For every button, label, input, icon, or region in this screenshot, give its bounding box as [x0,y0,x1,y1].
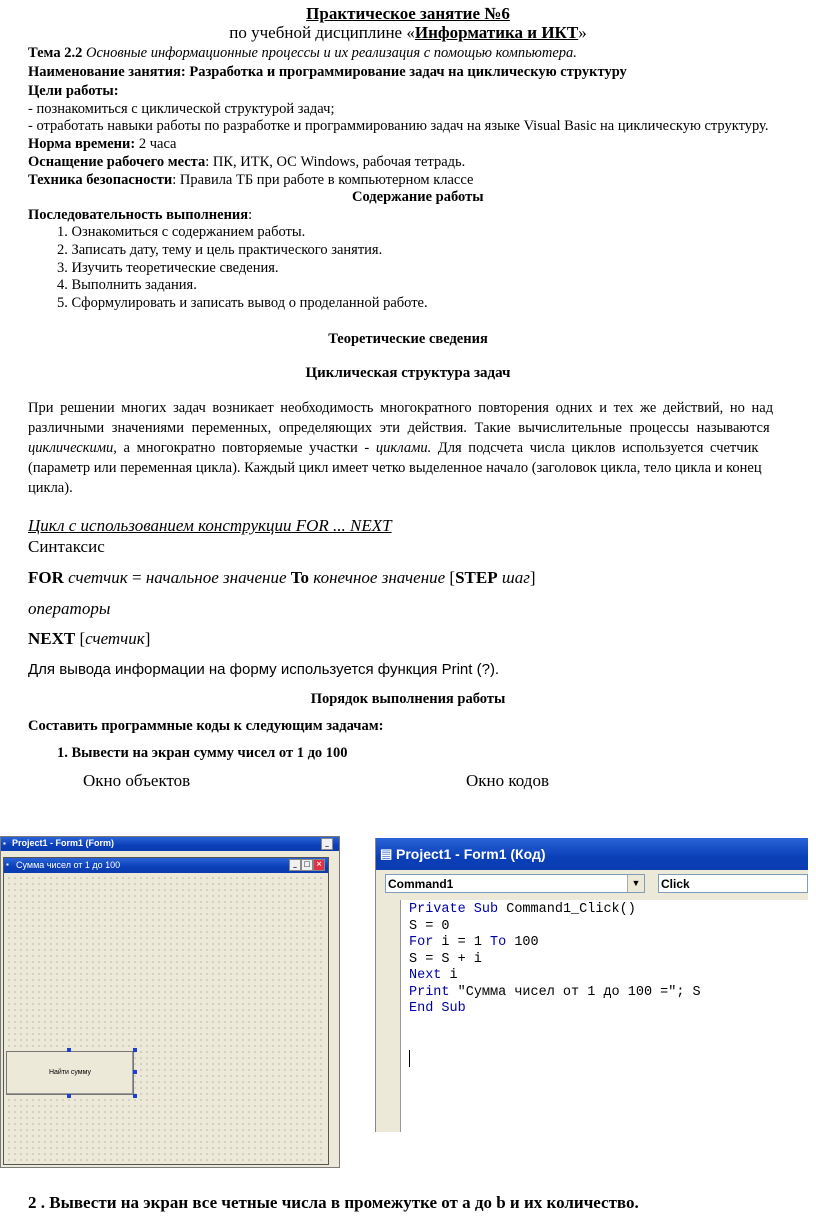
code-line: End Sub [409,1001,466,1016]
form-designer-titlebar[interactable] [1,837,339,851]
resize-handle[interactable] [133,1048,137,1052]
task-1: 1. Вывести на экран сумму чисел от 1 до 100 [57,745,348,761]
page-title: Практическое занятие №6 [306,4,510,23]
operators-line: операторы [28,599,111,618]
code-window-titlebar[interactable] [376,838,808,870]
code-window [375,838,808,1132]
procedure-select[interactable]: Click [658,874,808,893]
form-grid[interactable] [6,875,325,1161]
form-designer-window [0,836,340,1168]
for-next-heading: Цикл с использованием конструкции FOR ... NEXT [28,516,392,535]
code-line: For i = 1 To 100 [409,935,539,950]
form1-caption: Сумма чисел от 1 до 100 [16,860,121,870]
print-note: Для вывода информации на форму используется функция Print (?). [28,661,500,678]
discipline-line: по учебной дисциплине «Информатика и ИКТ» [229,23,587,42]
form-designer-title: Project1 - Form1 (Form) [12,838,115,848]
resize-handle[interactable] [133,1070,137,1074]
step-item: 4. Выполнить задания. [57,277,197,293]
step-item: 3. Изучить теоретические сведения. [57,260,279,276]
vb-icon: ▪ [3,839,6,848]
task-2: 2 . Вывести на экран все четные числа в промежутке от a до b и их количество. [28,1193,639,1212]
topic-line: Тема 2.2 Основные информационные процессы и их реализация с помощью компьютера. [28,45,577,61]
code-margin [376,900,401,1132]
code-editor[interactable] [409,902,804,1122]
form1[interactable] [3,857,329,1165]
code-line: S = 0 [409,918,450,934]
compose-instruction: Составить программные коды к следующим задачам: [28,718,384,734]
find-sum-button[interactable]: Найти сумму [6,1051,134,1095]
goals-label: Цели работы: [28,83,119,99]
form-icon: ▪ [6,860,9,869]
time-norm: Норма времени: 2 часа [28,136,177,152]
code-window-title: Project1 - Form1 (Код) [396,846,546,862]
procedure-heading: Порядок выполнения работы [310,691,506,707]
theory-heading: Теоретические сведения [328,331,488,347]
chevron-down-icon[interactable]: ▼ [627,875,644,892]
syntax-label: Синтаксис [28,537,105,556]
code-toolbar [376,870,808,900]
theory-paragraph-line: При решении многих задач возникает необходимость многократного повторения одних и тех же действий, но над [28,400,774,416]
for-syntax-line: FOR счетчик = начальное значение To конечное значение [STEP шаг] [28,568,536,587]
code-line: S = S + i [409,951,482,967]
theory-subheading: Циклическая структура задач [305,365,511,381]
workplace-equipment: Оснащение рабочего места: ПК, ИТК, ОС Windows, рабочая тетрадь. [28,154,466,170]
minimize-icon[interactable]: _ [321,838,333,850]
step-item: 2. Записать дату, тему и цель практического занятия. [57,242,383,258]
code-line: Print "Сумма чисел от 1 до 100 ="; S [409,984,701,1000]
goal-item: - познакомиться с циклической структурой задач; [28,101,335,117]
form1-titlebar[interactable] [4,858,328,873]
objects-window-caption: Окно объектов [83,771,191,790]
resize-handle[interactable] [133,1094,137,1098]
lesson-name: Наименование занятия: Разработка и программирование задач на циклическую структуру [28,64,627,80]
close-icon[interactable]: × [313,859,325,871]
code-line: Next i [409,968,458,983]
resize-handle[interactable] [67,1094,71,1098]
theory-paragraph-line: различными значениями переменных, определяющих эти действия. Такие вычислительные процессы называются [28,420,770,436]
goal-item: - отработать навыки работы по разработке и программированию задач на языке Visual Basic на циклическую структуру. [28,118,769,134]
step-item: 5. Сформулировать и записать вывод о проделанной работе. [57,295,428,311]
resize-handle[interactable] [67,1048,71,1052]
maximize-icon[interactable]: □ [301,859,313,871]
text-cursor [409,1050,410,1067]
content-heading: Содержание работы [352,189,484,205]
sequence-label: Последовательность выполнения: [28,207,253,223]
safety-line: Техника безопасности: Правила ТБ при работе в компьютерном классе [28,172,474,188]
minimize-icon[interactable]: _ [289,859,301,871]
code-line: Private Sub Command1_Click() [409,902,636,917]
code-window-caption: Окно кодов [466,771,549,790]
object-select[interactable]: Command1 ▼ [385,874,645,893]
theory-paragraph-line: циклическими, а многократно повторяемые участки - циклами. Для подсчета числа циклов используется счетчик [28,440,759,456]
theory-paragraph-line: цикла). [28,480,73,496]
next-syntax-line: NEXT [счетчик] [28,629,151,648]
theory-paragraph-line: (параметр или переменная цикла). Каждый цикл имеет четко выделенное начало (заголовок цикла, тело цикла и конец [28,460,762,476]
code-window-icon: ▤ [380,846,393,861]
step-item: 1. Ознакомиться с содержанием работы. [57,224,306,240]
